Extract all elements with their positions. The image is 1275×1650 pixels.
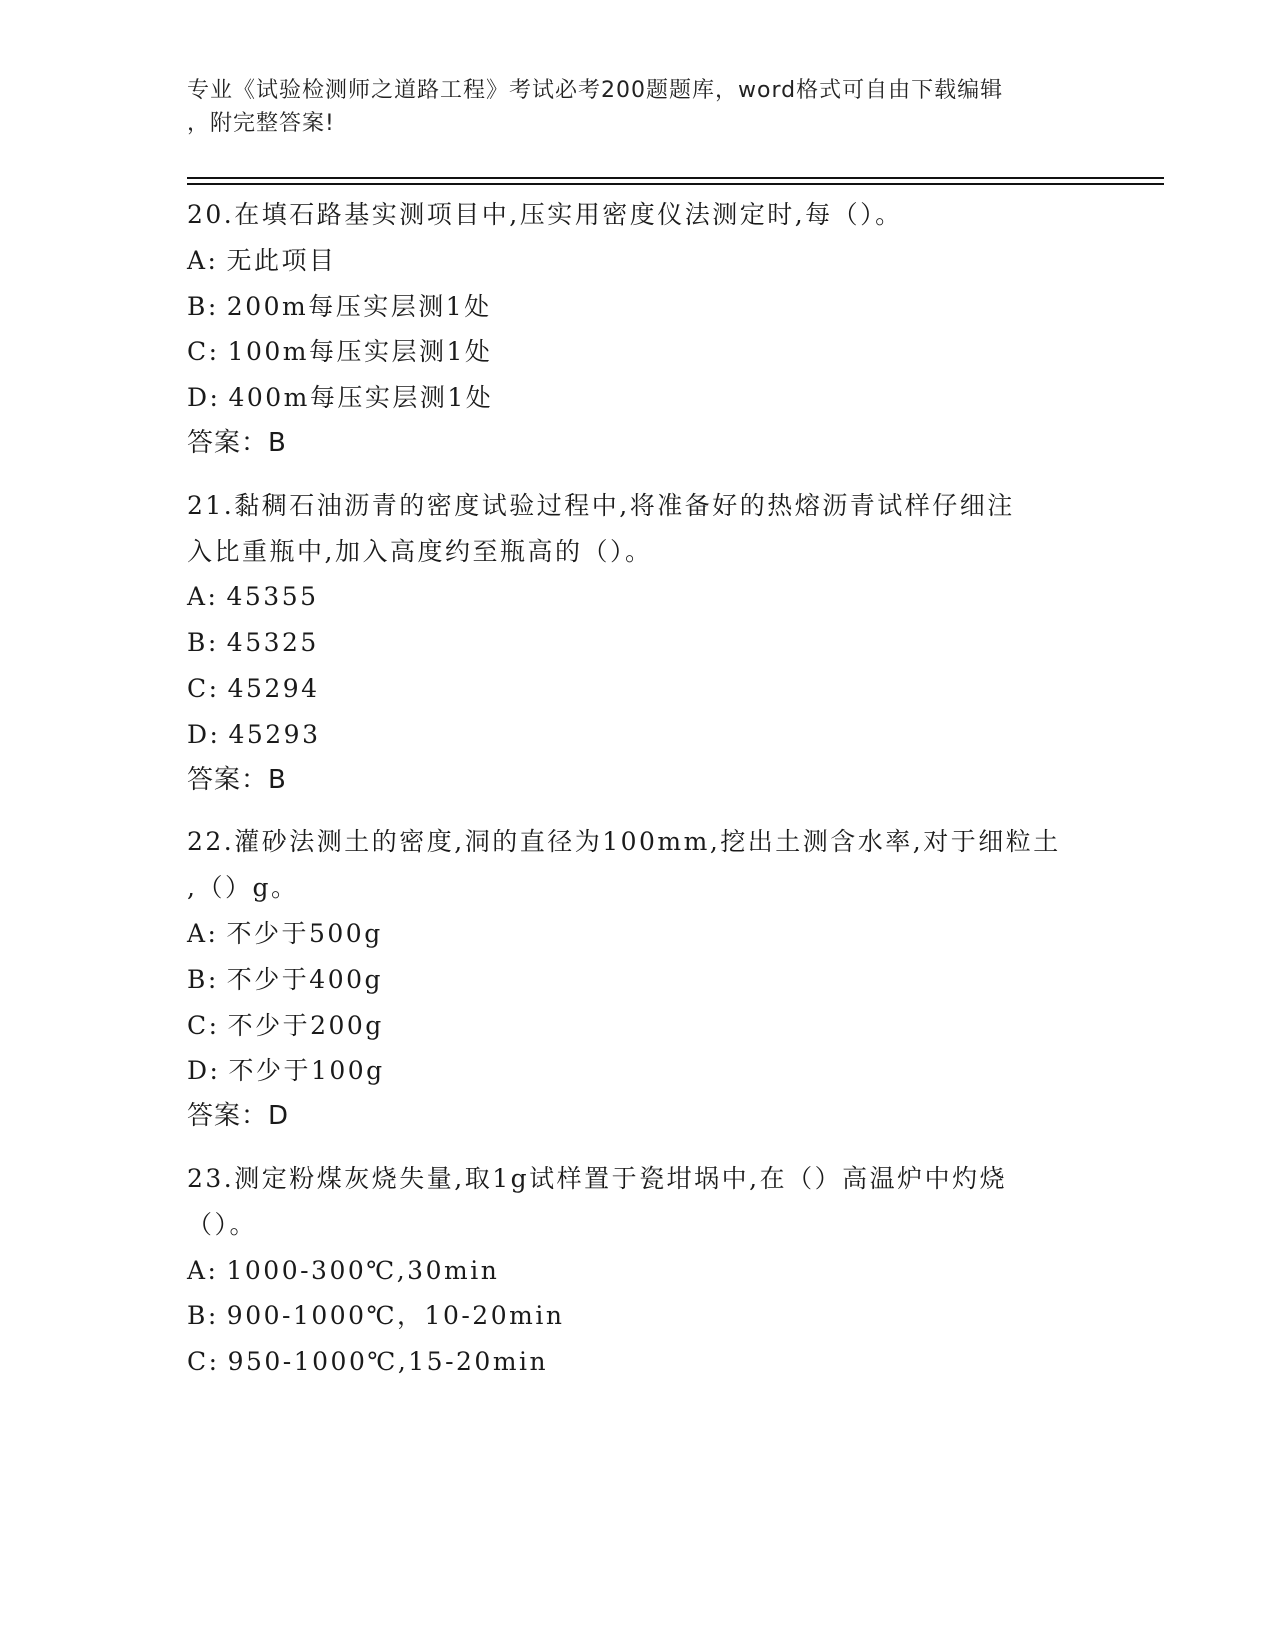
option-letter: B: xyxy=(187,964,219,994)
option-letter: C: xyxy=(187,1347,220,1377)
option-text: 无此项目 xyxy=(226,245,337,275)
answer-option xyxy=(187,1339,1087,1385)
option-text: 45355 xyxy=(226,582,319,612)
option-letter: A: xyxy=(187,582,219,612)
answer-option xyxy=(187,620,1087,666)
question-block xyxy=(187,192,1087,467)
question-text: 入比重瓶中,加入高度约至瓶高的（）。 xyxy=(187,536,653,566)
option-text: 400m每压实层测1处 xyxy=(228,383,494,413)
answer-option xyxy=(187,329,1087,375)
option-text: 1000-300℃,30min xyxy=(226,1255,500,1285)
question-text: 20.在填石路基实测项目中,压实用密度仪法测定时,每（）。 xyxy=(187,200,903,229)
answer-key: 答案：B xyxy=(187,427,287,458)
header-line-2: ，附完整答案! xyxy=(187,111,335,136)
question-text: （）。 xyxy=(187,1209,258,1239)
answer-option xyxy=(187,1003,1087,1049)
answer-option xyxy=(187,1248,1087,1294)
header-rule-bottom xyxy=(187,183,1164,185)
question-list xyxy=(187,192,1087,1401)
option-letter: D: xyxy=(187,383,221,413)
option-letter: A: xyxy=(187,918,219,948)
option-text: 900-1000℃，10-20min xyxy=(226,1301,565,1331)
answer-option xyxy=(187,957,1087,1003)
option-text: 不少于400g xyxy=(226,964,384,994)
header-rule-top xyxy=(187,177,1164,179)
option-text: 45325 xyxy=(226,628,319,658)
question-text: 23.测定粉煤灰烧失量,取1g试样置于瓷坩埚中,在（）高温炉中灼烧 xyxy=(187,1163,1008,1193)
option-letter: D: xyxy=(187,719,221,749)
question-text: ,（）g。 xyxy=(187,873,299,903)
option-text: 100m每压实层测1处 xyxy=(227,337,493,367)
option-letter: C: xyxy=(187,337,220,367)
option-text: 不少于500g xyxy=(226,918,383,948)
answer-option xyxy=(187,574,1087,620)
answer-option xyxy=(187,911,1087,957)
option-letter: B: xyxy=(187,291,219,321)
answer-option xyxy=(187,1293,1087,1339)
document-header xyxy=(187,74,1077,140)
question-block xyxy=(187,1156,1087,1385)
option-letter: B: xyxy=(187,1301,219,1331)
option-text: 不少于100g xyxy=(228,1056,385,1086)
option-letter: A: xyxy=(187,1255,219,1285)
option-letter: D: xyxy=(187,1056,221,1086)
option-letter: C: xyxy=(187,1010,220,1040)
option-text: 200m每压实层测1处 xyxy=(226,291,492,321)
option-letter: B: xyxy=(187,628,219,658)
answer-option xyxy=(187,375,1087,421)
question-block xyxy=(187,819,1087,1140)
question-block xyxy=(187,483,1087,804)
answer-option xyxy=(187,712,1087,758)
answer-key: 答案：B xyxy=(187,764,287,795)
option-text: 45294 xyxy=(227,673,320,703)
option-text: 950-1000℃,15-20min xyxy=(227,1347,549,1377)
question-text: 21.黏稠石油沥青的密度试验过程中,将准备好的热熔沥青试样仔细注 xyxy=(187,490,1015,520)
option-letter: A: xyxy=(187,245,219,275)
answer-option xyxy=(187,666,1087,712)
question-text: 22.灌砂法测土的密度,洞的直径为100mm,挖出土测含水率,对于细粒土 xyxy=(187,827,1061,857)
header-line-1: 专业《试验检测师之道路工程》考试必考200题题库，word格式可自由下载编辑 xyxy=(187,78,1004,103)
answer-key: 答案：D xyxy=(187,1101,290,1132)
answer-option xyxy=(187,238,1087,284)
option-text: 45293 xyxy=(228,719,321,749)
option-text: 不少于200g xyxy=(227,1010,384,1040)
answer-option xyxy=(187,284,1087,330)
answer-option xyxy=(187,1048,1087,1094)
option-letter: C: xyxy=(187,673,220,703)
